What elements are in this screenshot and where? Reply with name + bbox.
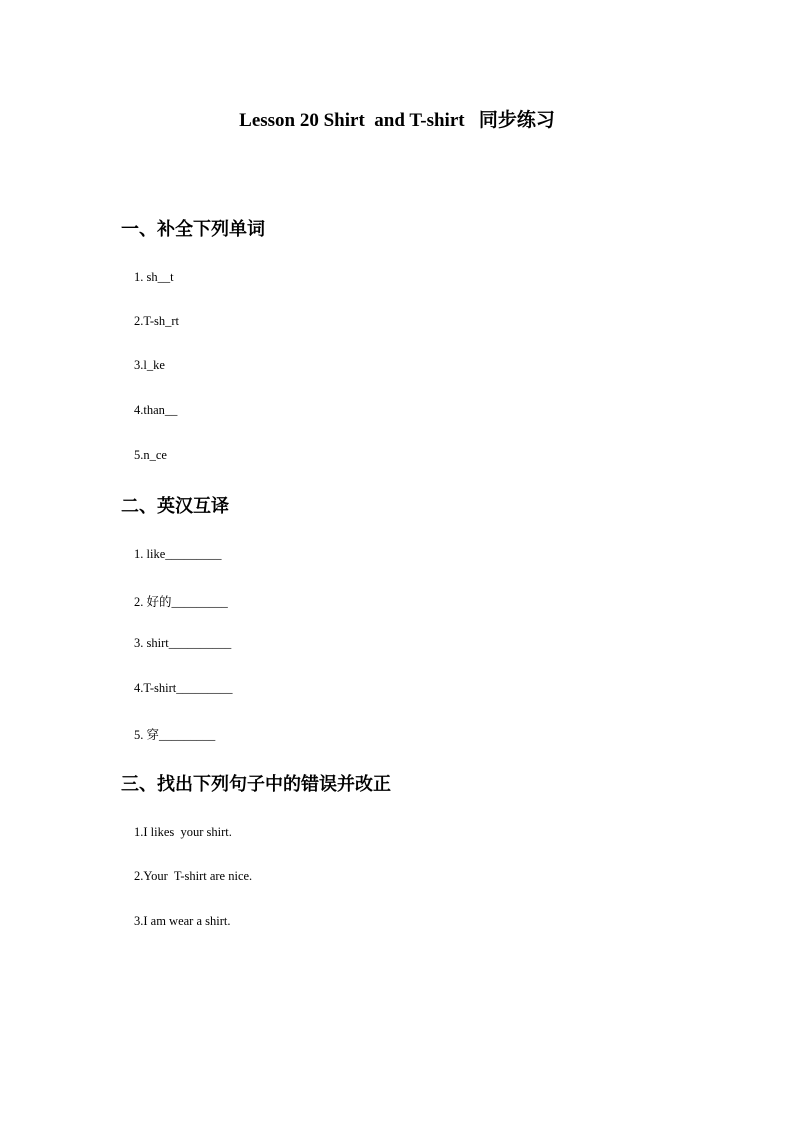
section-heading-3: 三、找出下列句子中的错误并改正	[121, 774, 391, 794]
list-item: 3.I am wear a shirt.	[134, 914, 231, 928]
list-item: 4.than__	[134, 403, 178, 417]
list-item: 3. shirt__________	[134, 636, 232, 650]
list-item: 1. like_________	[134, 547, 222, 561]
list-item: 2.Your T-shirt are nice.	[134, 869, 253, 883]
section-heading-2: 二、英汉互译	[121, 496, 229, 516]
section-heading-1: 一、补全下列单词	[121, 219, 265, 239]
list-item: 5. 穿_________	[134, 728, 216, 742]
list-item: 2.T-sh_rt	[134, 314, 180, 328]
page-title: Lesson 20 Shirt and T-shirt 同步练习	[239, 110, 555, 131]
list-item: 3.l_ke	[134, 358, 165, 372]
list-item: 5.n_ce	[134, 448, 167, 462]
list-item: 1.I likes your shirt.	[134, 825, 232, 839]
list-item: 1. sh__t	[134, 270, 174, 284]
list-item: 4.T-shirt_________	[134, 681, 233, 695]
list-item: 2. 好的_________	[134, 595, 228, 609]
